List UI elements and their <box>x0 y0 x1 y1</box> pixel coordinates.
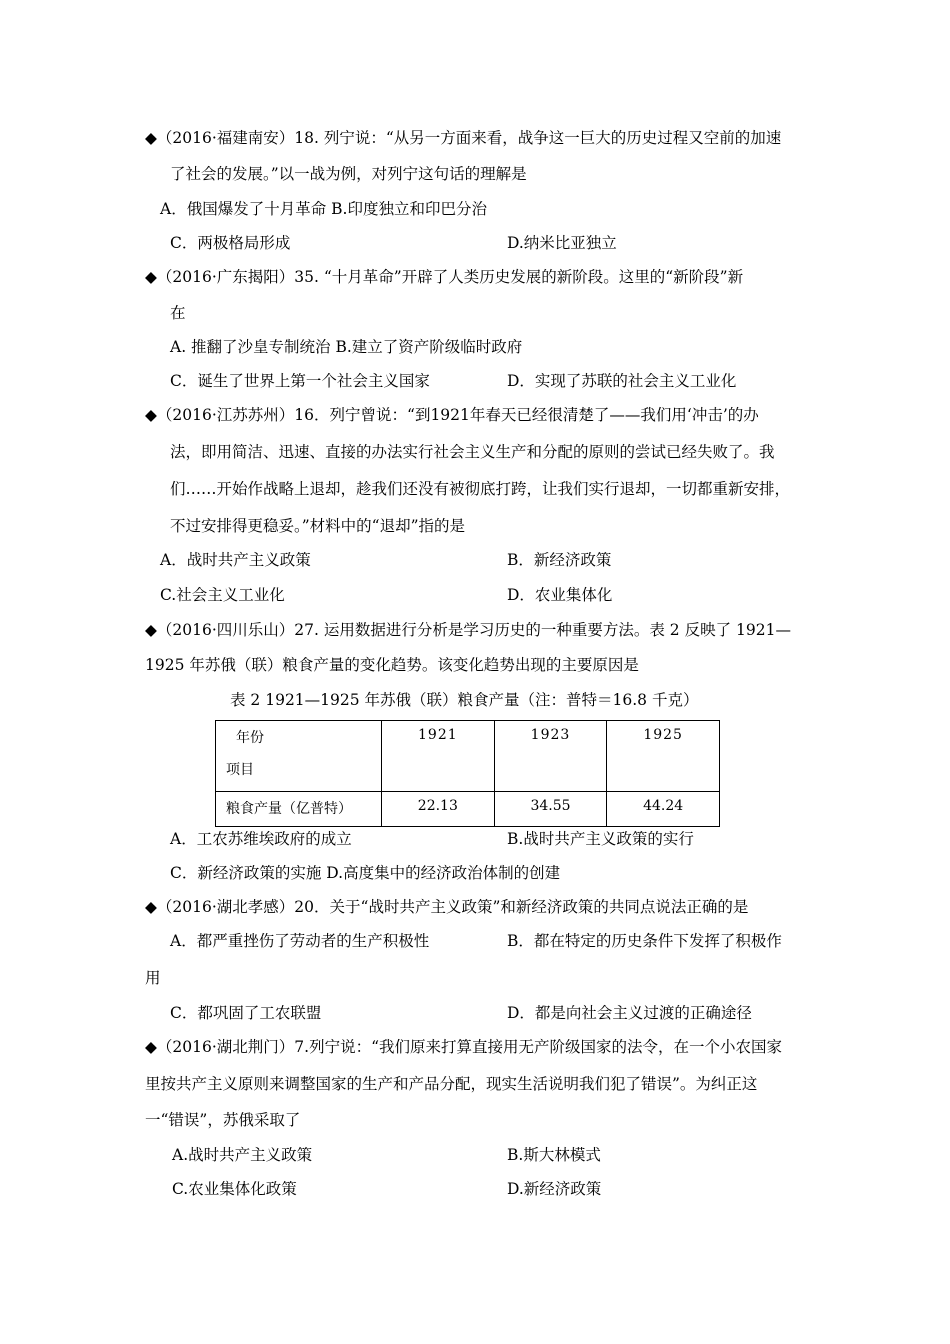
q3-option-b: B．新经济政策 <box>507 551 612 569</box>
header-item-label: 项目 <box>226 762 254 778</box>
q2-option-c: C．诞生了世界上第一个社会主义国家 <box>170 372 430 390</box>
q3-option-a: A．战时共产主义政策 <box>160 551 311 569</box>
q4-option-a: A．工农苏维埃政府的成立 <box>170 830 352 848</box>
value-1921: 22.13 <box>382 792 495 827</box>
year-1923: 1923 <box>494 721 607 792</box>
q3-option-c: C.社会主义工业化 <box>160 586 285 604</box>
q4-stem-line-2: 1925 年苏俄（联）粮食产量的变化趋势。该变化趋势出现的主要原因是 <box>145 656 639 674</box>
value-1923: 34.55 <box>494 792 607 827</box>
header-year-label: 年份 <box>236 730 264 746</box>
q2-stem-line-1: ◆（2016·广东揭阳）35. “十月革命”开辟了人类历史发展的新阶段。这里的“新阶段”新 <box>145 268 744 286</box>
q1-option-ab: A．俄国爆发了十月革命 B.印度独立和印巴分治 <box>160 200 487 218</box>
q2-option-d: D．实现了苏联的社会主义工业化 <box>507 372 737 390</box>
q6-option-a: A.战时共产主义政策 <box>172 1146 313 1164</box>
q2-stem-line-2: 在 <box>170 304 186 322</box>
q3-stem-line-2: 法，即用简洁、迅速、直接的办法实行社会主义生产和分配的原则的尝试已经失败了。我 <box>170 443 775 461</box>
q6-stem-line-3: 一“错误”，苏俄采取了 <box>145 1111 301 1129</box>
q1-option-d: D.纳米比亚独立 <box>507 234 617 252</box>
year-1925: 1925 <box>607 721 720 792</box>
q4-option-cd: C．新经济政策的实施 D.高度集中的经济政治体制的创建 <box>170 864 561 882</box>
q5-option-b-cont: 用 <box>145 969 161 987</box>
year-1921: 1921 <box>382 721 495 792</box>
table-header-cell <box>216 721 382 792</box>
q3-stem-line-1: ◆（2016·江苏苏州）16．列宁曾说：“到1921年春天已经很清楚了——我们用‘冲击’的办 <box>145 406 759 424</box>
q5-option-a: A．都严重挫伤了劳动者的生产积极性 <box>170 932 430 950</box>
q2-option-ab: A. 推翻了沙皇专制统治 B.建立了资产阶级临时政府 <box>170 338 523 356</box>
q5-option-c: C．都巩固了工农联盟 <box>170 1004 322 1022</box>
q3-stem-line-4: 不过安排得更稳妥。”材料中的“退却”指的是 <box>170 517 466 535</box>
q6-stem-line-1: ◆（2016·湖北荆门）7.列宁说：“我们原来打算直接用无产阶级国家的法令，在一个小农国家 <box>145 1038 783 1056</box>
table-caption: 表 2 1921—1925 年苏俄（联）粮食产量（注：普特＝16.8 千克） <box>230 691 699 709</box>
q4-stem-line-1: ◆（2016·四川乐山）27. 运用数据进行分析是学习历史的一种重要方法。表 2 反映了 1921— <box>145 621 791 639</box>
grain-output-table <box>215 720 720 827</box>
q6-stem-line-2: 里按共产主义原则来调整国家的生产和产品分配，现实生活说明我们犯了错误”。为纠正这 <box>145 1075 758 1093</box>
q6-option-b: B.斯大林模式 <box>507 1146 601 1164</box>
q1-stem-line-1: ◆（2016·福建南安）18. 列宁说：“从另一方面来看，战争这一巨大的历史过程又空前的加速 <box>145 129 782 147</box>
q6-option-c: C.农业集体化政策 <box>172 1180 297 1198</box>
q5-stem-line-1: ◆（2016·湖北孝感）20．关于“战时共产主义政策”和新经济政策的共同点说法正确的是 <box>145 898 749 916</box>
row-label: 粮食产量（亿普特） <box>216 792 382 827</box>
value-1925: 44.24 <box>607 792 720 827</box>
q4-option-b: B.战时共产主义政策的实行 <box>507 830 694 848</box>
q6-option-d: D.新经济政策 <box>507 1180 602 1198</box>
q5-option-b: B．都在特定的历史条件下发挥了积极作 <box>507 932 782 950</box>
q1-option-c: C．两极格局形成 <box>170 234 291 252</box>
q1-stem-line-2: 了社会的发展。”以一战为例，对列宁这句话的理解是 <box>170 165 527 183</box>
q5-option-d: D．都是向社会主义过渡的正确途径 <box>507 1004 752 1022</box>
q3-stem-line-3: 们……开始作战略上退却，趁我们还没有被彻底打跨，让我们实行退却，一切都重新安排， <box>170 480 791 498</box>
q3-option-d: D．农业集体化 <box>507 586 613 604</box>
